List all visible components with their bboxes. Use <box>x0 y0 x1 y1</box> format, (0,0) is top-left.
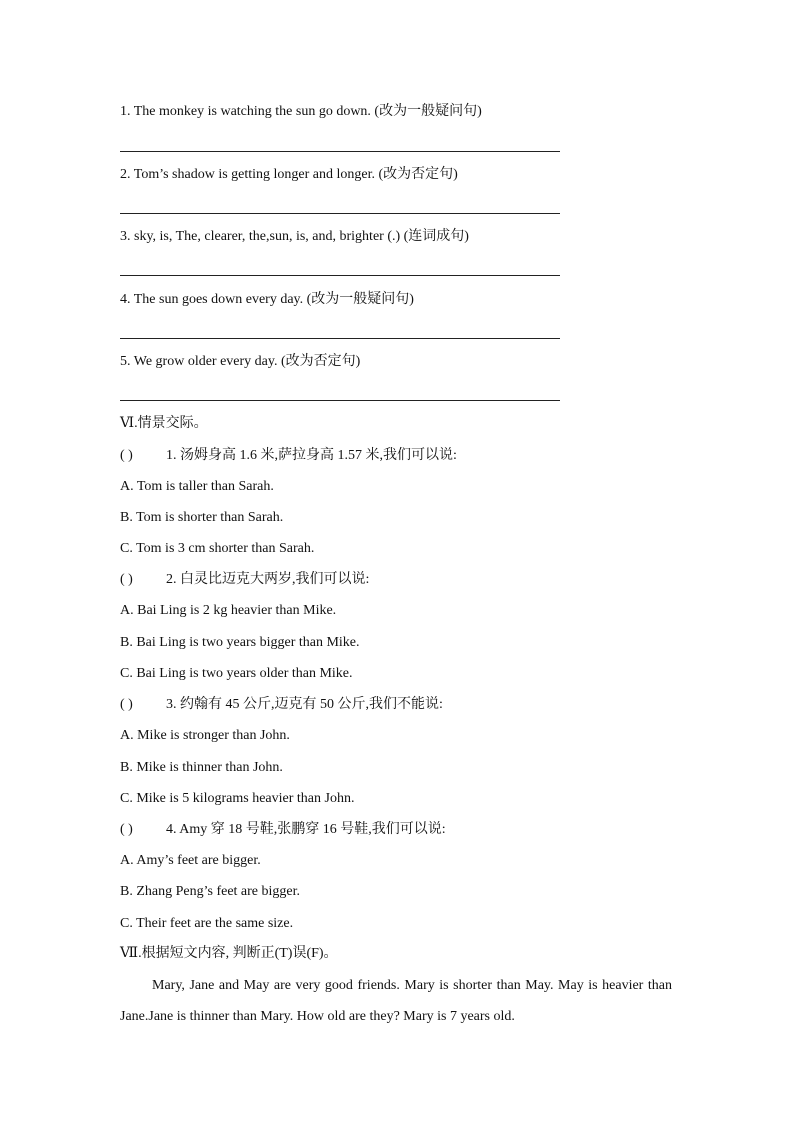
answer-paren-4[interactable]: ( ) <box>120 822 133 837</box>
option-1c: C. Tom is 3 cm shorter than Sarah. <box>120 541 315 556</box>
option-4c: C. Their feet are the same size. <box>120 916 294 931</box>
section-6-title: Ⅵ.情景交际。 <box>120 416 208 431</box>
answer-line-2[interactable] <box>120 213 560 214</box>
option-2c: C. Bai Ling is two years older than Mike. <box>120 666 353 681</box>
option-3b: B. Mike is thinner than John. <box>120 760 283 775</box>
option-2a: A. Bai Ling is 2 kg heavier than Mike. <box>120 603 337 618</box>
option-3c: C. Mike is 5 kilograms heavier than John. <box>120 791 355 806</box>
question-1: 1. The monkey is watching the sun go down. (改为一般疑问句) <box>120 104 482 119</box>
answer-paren-1[interactable]: ( ) <box>120 448 133 463</box>
option-1a: A. Tom is taller than Sarah. <box>120 479 274 494</box>
choice-question-2 <box>120 571 369 589</box>
question-3: 3. sky, is, The, clearer, the,sun, is, and, brighter (.) (连词成句) <box>120 229 469 244</box>
answer-line-4[interactable] <box>120 338 560 339</box>
question-4: 4. The sun goes down every day. (改为一般疑问句) <box>120 292 414 307</box>
option-3a: A. Mike is stronger than John. <box>120 728 290 743</box>
choice-question-4 <box>120 821 446 839</box>
choice-question-1-stem: 1. 汤姆身高 1.6 米,萨拉身高 1.57 米,我们可以说: <box>166 448 457 463</box>
choice-question-1 <box>120 447 457 465</box>
choice-question-3 <box>120 696 443 714</box>
choice-question-3-stem: 3. 约翰有 45 公斤,迈克有 50 公斤,我们不能说: <box>166 697 443 712</box>
option-1b: B. Tom is shorter than Sarah. <box>120 510 284 525</box>
option-2b: B. Bai Ling is two years bigger than Mike. <box>120 635 360 650</box>
answer-line-5[interactable] <box>120 400 560 401</box>
answer-line-3[interactable] <box>120 275 560 276</box>
answer-paren-2[interactable]: ( ) <box>120 572 133 587</box>
answer-line-1[interactable] <box>120 151 560 152</box>
answer-paren-3[interactable]: ( ) <box>120 697 133 712</box>
section-7-title: Ⅶ.根据短文内容, 判断正(T)误(F)。 <box>120 946 338 961</box>
reading-passage: Mary, Jane and May are very good friends. Mary is shorter than May. May is heavier than Jane.Jane is thinner than Mary. How old are they? Mary is 7 years old. <box>120 978 672 1024</box>
question-2: 2. Tom’s shadow is getting longer and longer. (改为否定句) <box>120 167 458 182</box>
question-5: 5. We grow older every day. (改为否定句) <box>120 354 361 369</box>
choice-question-4-stem: 4. Amy 穿 18 号鞋,张鹏穿 16 号鞋,我们可以说: <box>166 822 446 837</box>
choice-question-2-stem: 2. 白灵比迈克大两岁,我们可以说: <box>166 572 370 587</box>
option-4a: A. Amy’s feet are bigger. <box>120 853 261 868</box>
option-4b: B. Zhang Peng’s feet are bigger. <box>120 884 301 899</box>
